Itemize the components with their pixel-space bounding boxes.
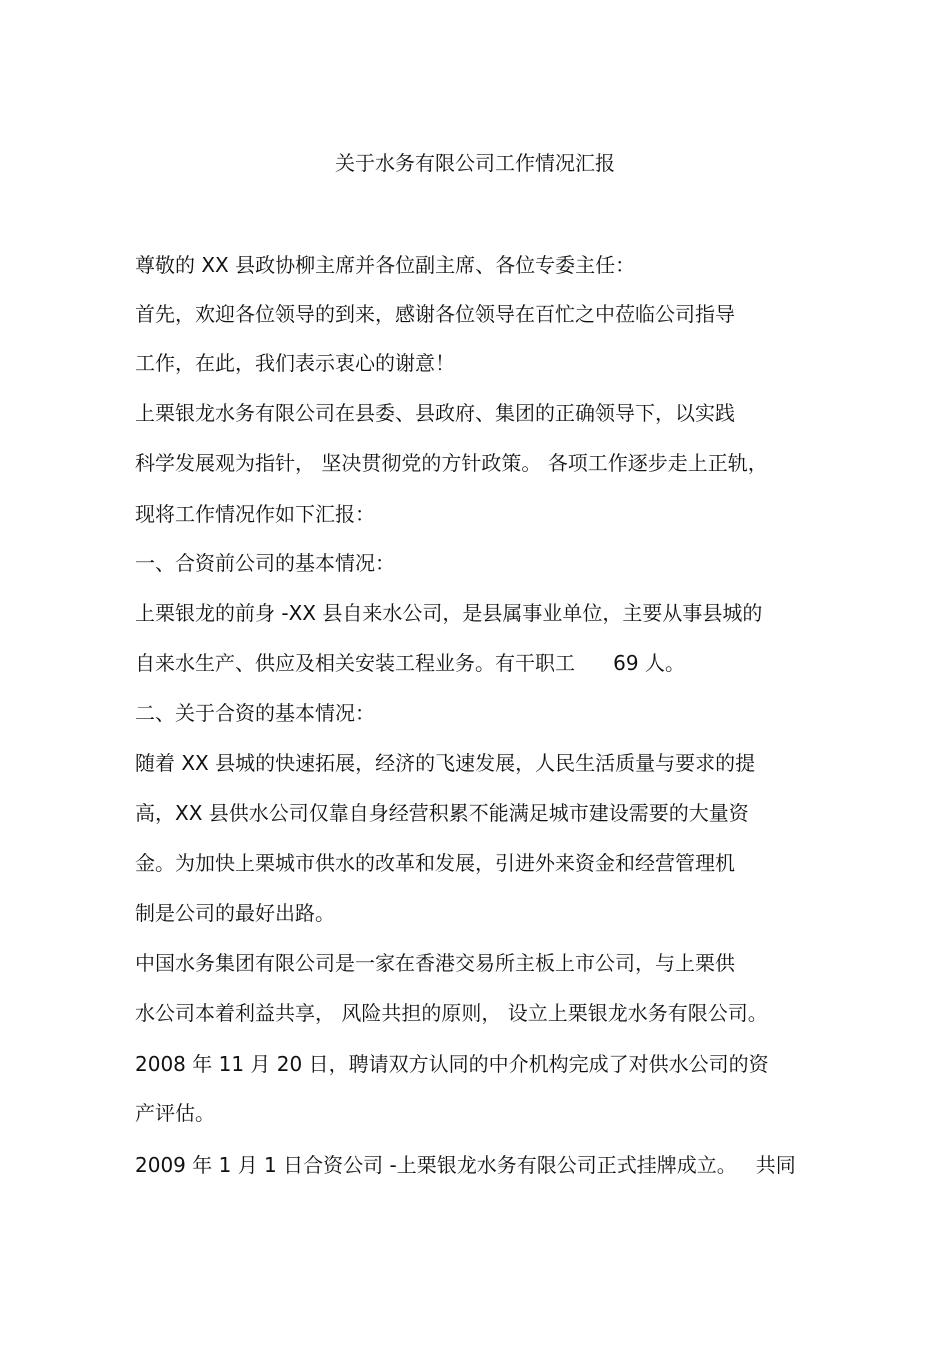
- body-line: 上栗银龙水务有限公司在县委、县政府、集团的正确领导下，以实践: [135, 401, 735, 425]
- body-line: 现将工作情况作如下汇报：: [135, 502, 375, 526]
- body-line: 自来水生产、供应及相关安装工程业务。有干职工 69 人。: [135, 651, 685, 675]
- body-line: 工作，在此，我们表示衷心的谢意！: [135, 351, 455, 375]
- body-line: 金。为加快上栗城市供水的改革和发展，引进外来资金和经营管理机: [135, 851, 735, 875]
- section-heading-2: 二、关于合资的基本情况：: [135, 701, 375, 725]
- body-line: 首先，欢迎各位领导的到来，感谢各位领导在百忙之中莅临公司指导: [135, 302, 735, 326]
- body-line: 水公司本着利益共享， 风险共担的原则， 设立上栗银龙水务有限公司。: [135, 1001, 768, 1025]
- salutation-line: 尊敬的 XX 县政协柳主席并各位副主席、各位专委主任：: [135, 253, 636, 277]
- body-line: 2009 年 1 月 1 日合资公司 -上栗银龙水务有限公司正式挂牌成立。 共同: [135, 1153, 796, 1177]
- body-line: 随着 XX 县城的快速拓展，经济的飞速发展，人民生活质量与要求的提: [135, 751, 756, 775]
- section-heading-1: 一、合资前公司的基本情况：: [135, 551, 395, 575]
- body-line: 科学发展观为指针， 坚决贯彻党的方针政策。 各项工作逐步走上正轨，: [135, 451, 768, 475]
- body-line: 中国水务集团有限公司是一家在香港交易所主板上市公司，与上栗供: [135, 951, 735, 975]
- body-line: 上栗银龙的前身 -XX 县自来水公司，是县属事业单位，主要从事县城的: [135, 601, 763, 625]
- body-line: 产评估。: [135, 1101, 215, 1125]
- body-line: 2008 年 11 月 20 日，聘请双方认同的中介机构完成了对供水公司的资: [135, 1052, 769, 1076]
- body-line: 高，XX 县供水公司仅靠自身经营积累不能满足城市建设需要的大量资: [135, 801, 749, 825]
- body-line: 制是公司的最好出路。: [135, 901, 335, 925]
- document-title: 关于水务有限公司工作情况汇报: [335, 151, 615, 175]
